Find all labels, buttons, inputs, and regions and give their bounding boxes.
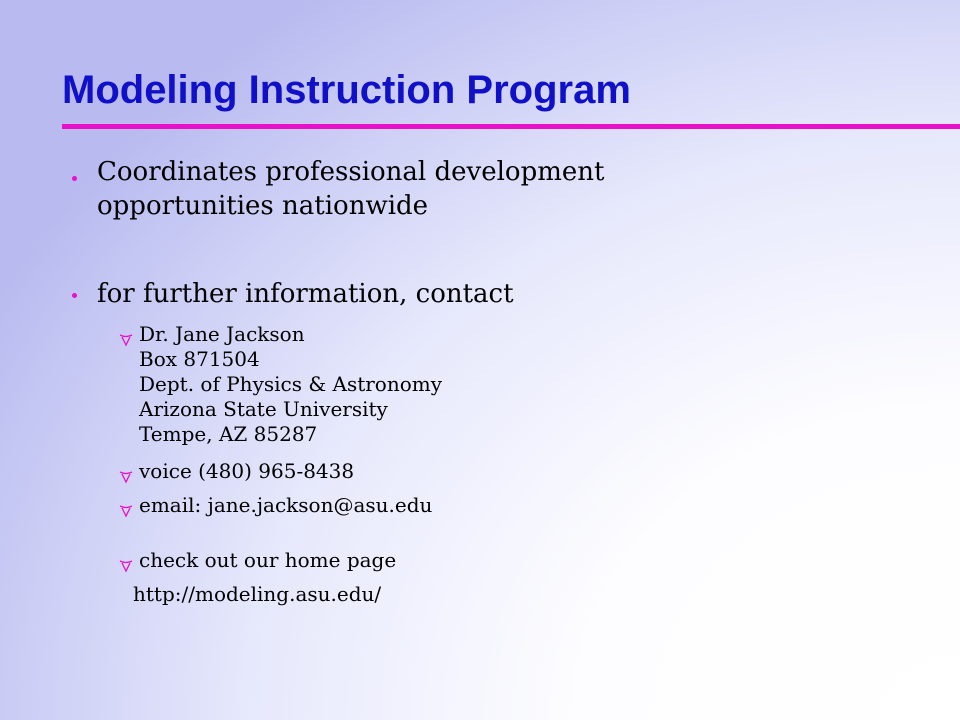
- sub-bullet-icon: [118, 468, 134, 484]
- bullet-icon: [72, 176, 77, 181]
- sub-bullet-icon: [118, 557, 134, 573]
- contact-email[interactable]: email: jane.jackson@asu.edu: [139, 493, 433, 517]
- bullet-2-line-1: for further information, contact: [97, 279, 514, 309]
- contact-university: Arizona State University: [139, 397, 388, 421]
- home-page-link[interactable]: http://modeling.asu.edu/: [133, 582, 382, 606]
- contact-name: Dr. Jane Jackson: [139, 322, 305, 346]
- bullet-1-line-1: Coordinates professional development: [97, 157, 605, 187]
- bullet-1-line-2: opportunities nationwide: [97, 191, 429, 221]
- contact-city: Tempe, AZ 85287: [139, 422, 318, 446]
- contact-dept: Dept. of Physics & Astronomy: [139, 372, 443, 396]
- title-underline: [62, 124, 960, 129]
- sub-bullet-icon: [118, 502, 134, 518]
- sub-bullet-icon: [118, 331, 134, 347]
- contact-box: Box 871504: [139, 347, 260, 371]
- slide-title: Modeling Instruction Program: [62, 68, 631, 112]
- contact-voice: voice (480) 965-8438: [139, 459, 355, 483]
- home-page-label: check out our home page: [139, 548, 397, 572]
- bullet-icon: [72, 293, 77, 298]
